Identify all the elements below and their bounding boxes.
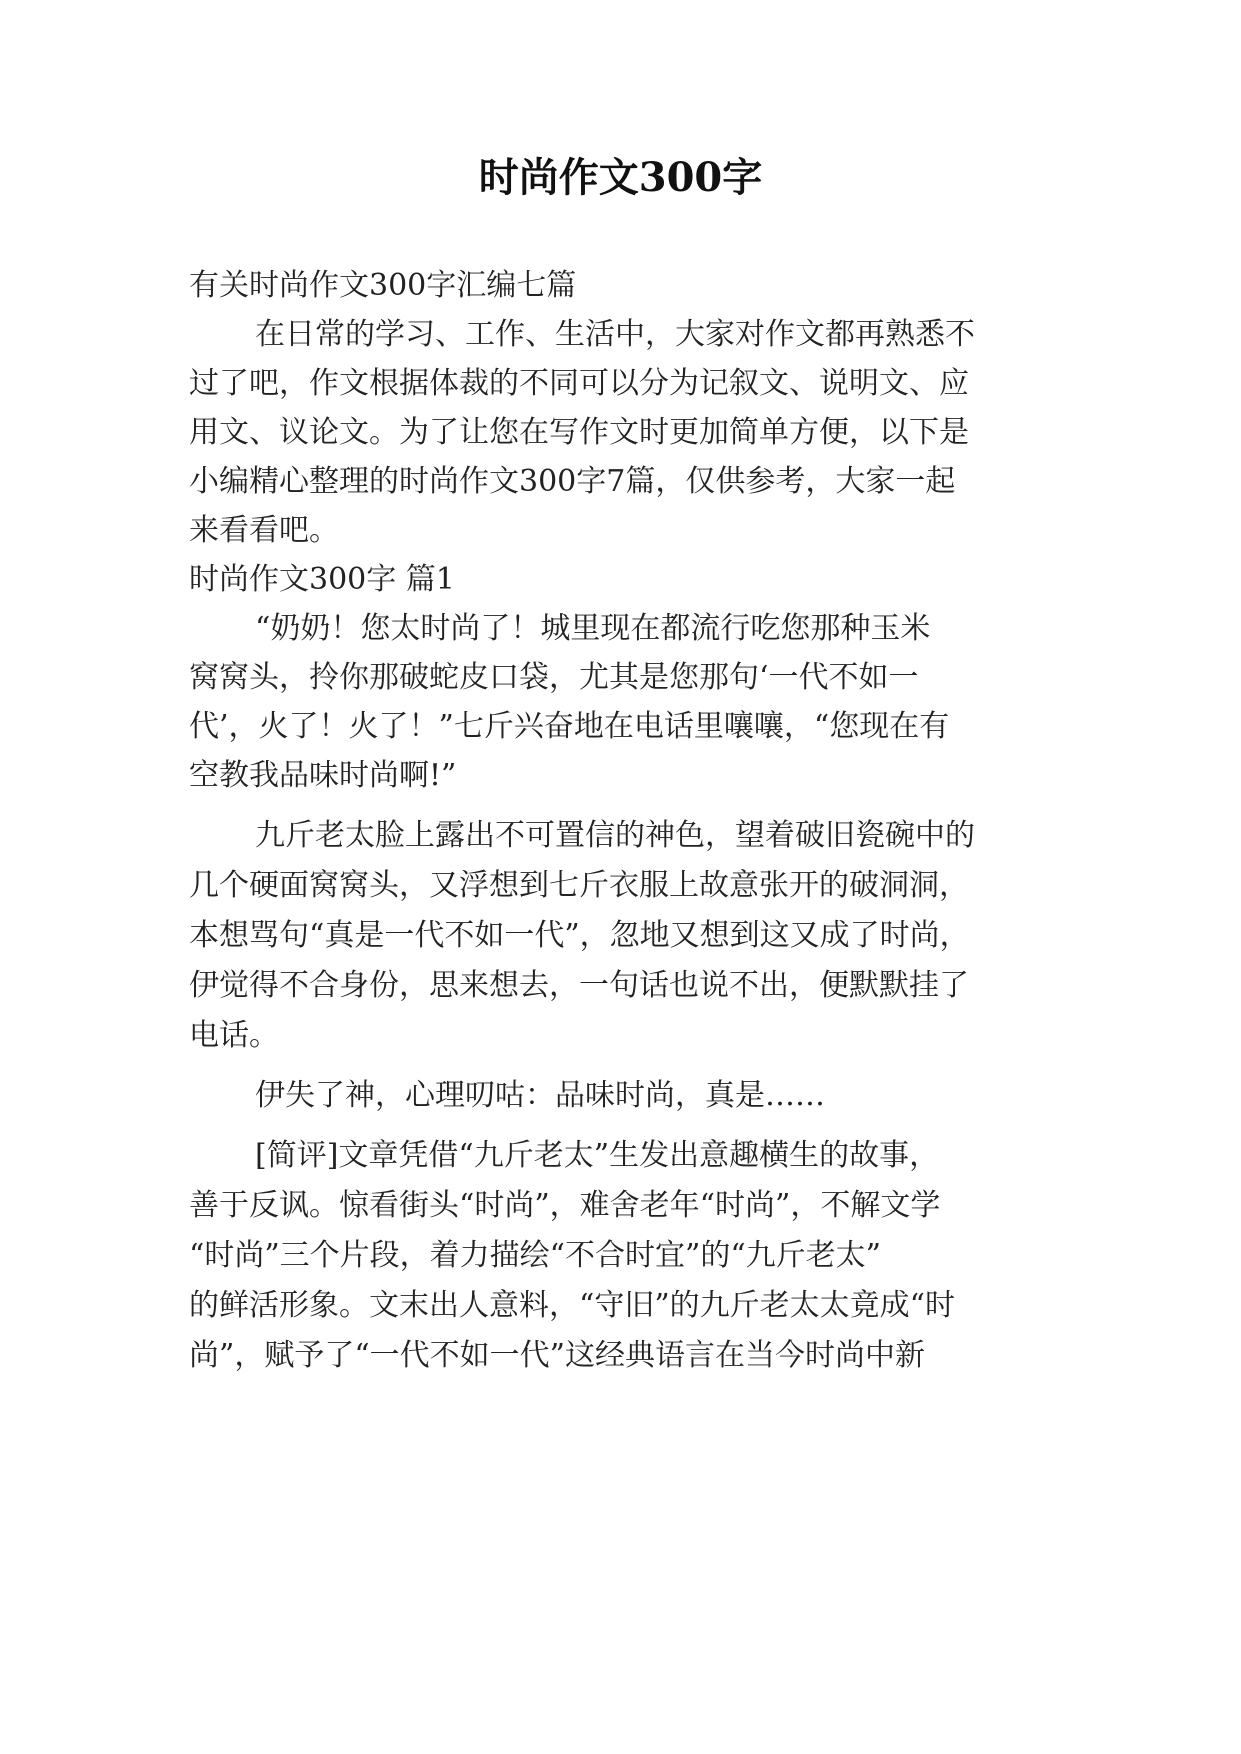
paragraph-line: 伊觉得不合身份，思来想去，一句话也说不出，便默默挂了 <box>189 968 969 1003</box>
paragraph-line: 代’，火了！火了！”七斤兴奋地在电话里嚷嚷，“您现在有 <box>189 709 950 744</box>
subtitle-line: 有关时尚作文300字汇编七篇 <box>189 268 577 303</box>
paragraph-line: 来看看吧。 <box>189 513 339 548</box>
paragraph-line: 九斤老太脸上露出不可置信的神色，望着破旧瓷碗中的 <box>255 818 975 853</box>
document-title: 时尚作文300字 <box>478 154 763 201</box>
paragraph-line: 的鲜活形象。文末出人意料，“守旧”的九斤老太太竟成“时 <box>189 1288 956 1323</box>
paragraph-line: 空教我品味时尚啊!” <box>189 758 457 793</box>
paragraph-line: 尚”，赋予了“一代不如一代”这经典语言在当今时尚中新 <box>189 1338 926 1373</box>
paragraph-line: 在日常的学习、工作、生活中，大家对作文都再熟悉不 <box>255 317 975 352</box>
paragraph-line: 小编精心整理的时尚作文300字7篇，仅供参考，大家一起 <box>189 464 956 499</box>
paragraph-line: 窝窝头，拎你那破蛇皮口袋，尤其是您那句‘一代不如一 <box>189 660 919 695</box>
paragraph-line: 过了吧，作文根据体裁的不同可以分为记叙文、说明文、应 <box>189 366 969 401</box>
paragraph-line: [简评]文章凭借“九斤老太”生发出意趣横生的故事， <box>255 1138 940 1173</box>
paragraph-line: 用文、议论文。为了让您在写作文时更加简单方便，以下是 <box>189 415 969 450</box>
paragraph-line: 善于反讽。惊看街头“时尚”，难舍老年“时尚”，不解文学 <box>189 1188 941 1223</box>
paragraph-line: 电话。 <box>189 1018 279 1053</box>
paragraph-line: “奶奶！您太时尚了！城里现在都流行吃您那种玉米 <box>255 611 931 646</box>
paragraph-line: 本想骂句“真是一代不如一代”，忽地又想到这又成了时尚， <box>189 918 970 953</box>
section-heading: 时尚作文300字 篇1 <box>189 562 455 597</box>
paragraph-line: “时尚”三个片段，着力描绘“不合时宜”的“九斤老太” <box>189 1238 882 1273</box>
paragraph-line: 几个硬面窝窝头，又浮想到七斤衣服上故意张开的破洞洞， <box>189 868 969 903</box>
paragraph-line: 伊失了神，心理叨咕：品味时尚，真是…… <box>255 1078 825 1113</box>
